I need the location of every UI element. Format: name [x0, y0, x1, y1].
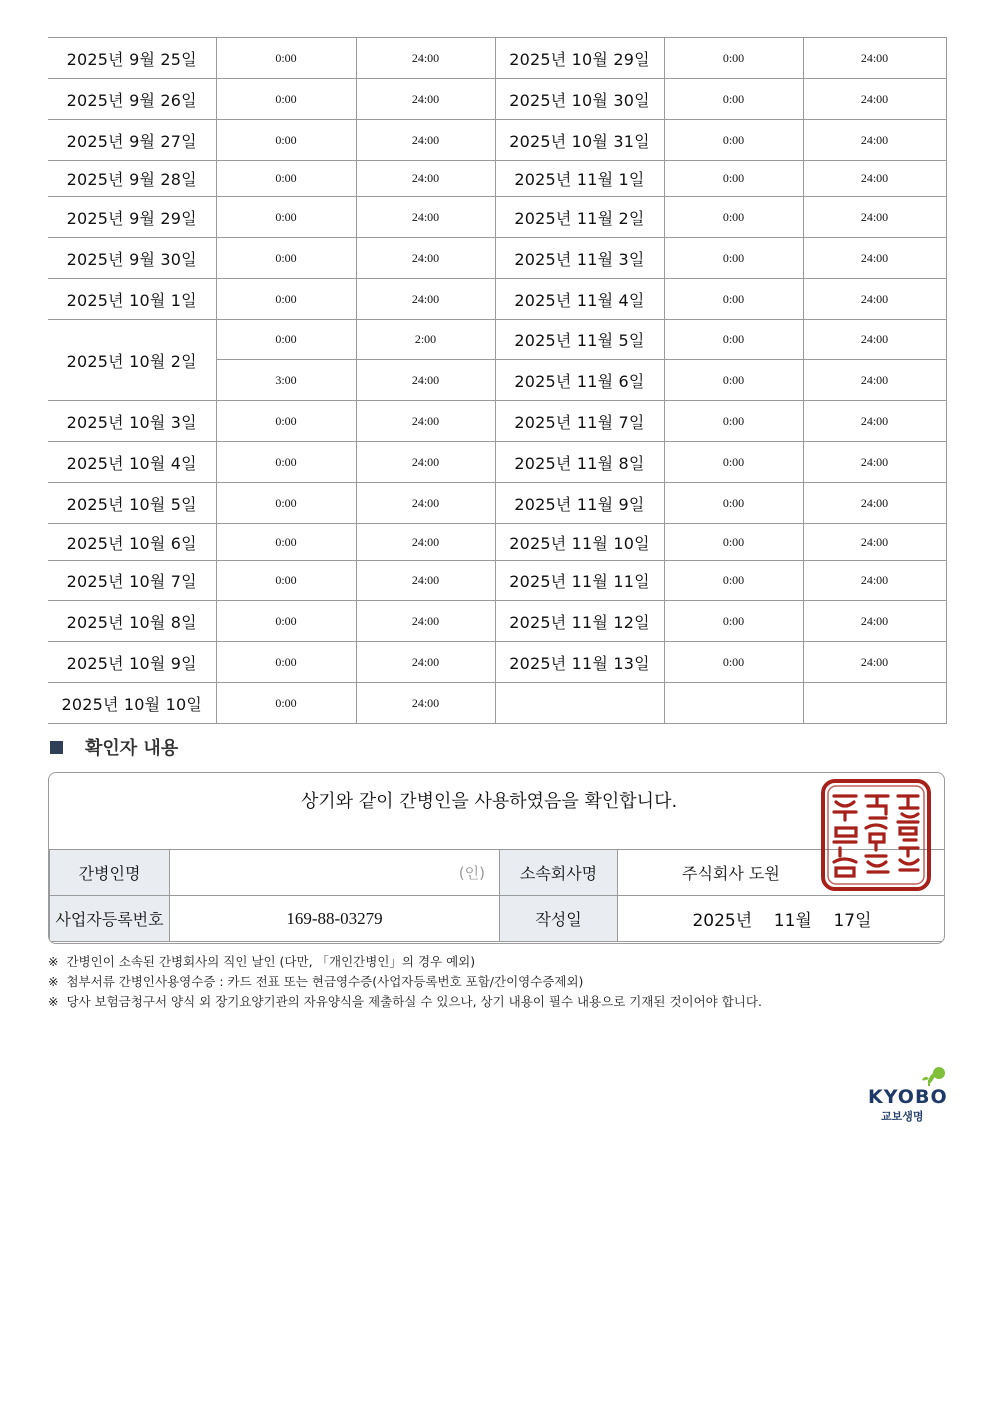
left-date-cell: 2025년 10월 1일 [48, 279, 216, 320]
right-date-cell: 2025년 10월 30일 [495, 79, 664, 120]
left-end-time: 24:00 [356, 483, 495, 524]
note-item [48, 992, 948, 1012]
schedule-row [48, 238, 946, 279]
right-end-time: 24:00 [803, 601, 946, 642]
left-date-cell: 2025년 9월 25일 [48, 38, 216, 79]
right-start-time: 0:00 [664, 642, 803, 683]
left-end-time: 24:00 [356, 524, 495, 561]
left-date-cell: 2025년 10월 5일 [48, 483, 216, 524]
business-reg-label: 사업자등록번호 [50, 896, 170, 942]
right-date-cell: 2025년 10월 29일 [495, 38, 664, 79]
left-start-time: 0:00 [216, 320, 356, 360]
schedule-row [48, 561, 946, 601]
right-date-cell: 2025년 11월 13일 [495, 642, 664, 683]
right-end-time: 24:00 [803, 642, 946, 683]
right-end-time: 24:00 [803, 279, 946, 320]
note-item [48, 952, 948, 972]
schedule-row [48, 601, 946, 642]
left-start-time: 0:00 [216, 238, 356, 279]
left-date-cell: 2025년 10월 2일 [48, 320, 216, 401]
right-end-time: 24:00 [803, 401, 946, 442]
right-date-cell: 2025년 11월 5일 [495, 320, 664, 360]
left-end-time: 24:00 [356, 279, 495, 320]
schedule-row [48, 642, 946, 683]
right-end-time [803, 683, 946, 724]
right-start-time: 0:00 [664, 197, 803, 238]
left-date-cell: 2025년 9월 26일 [48, 79, 216, 120]
schedule-row [48, 320, 946, 360]
right-date-cell: 2025년 11월 6일 [495, 360, 664, 401]
kyobo-logo [866, 1066, 946, 1126]
right-date-cell: 2025년 10월 31일 [495, 120, 664, 161]
section-bullet-icon [50, 741, 63, 754]
confirmation-info-table [49, 849, 945, 942]
left-date-cell: 2025년 10월 10일 [48, 683, 216, 724]
right-start-time: 0:00 [664, 442, 803, 483]
section-title: 확인자 내용 [85, 738, 179, 759]
schedule-row [48, 120, 946, 161]
left-date-cell: 2025년 9월 30일 [48, 238, 216, 279]
schedule-row [48, 524, 946, 561]
left-end-time: 24:00 [356, 360, 495, 401]
left-end-time: 24:00 [356, 238, 495, 279]
left-end-time: 24:00 [356, 120, 495, 161]
right-start-time: 0:00 [664, 279, 803, 320]
right-end-time: 24:00 [803, 360, 946, 401]
left-start-time: 0:00 [216, 79, 356, 120]
left-start-time: 0:00 [216, 642, 356, 683]
left-date-cell: 2025년 10월 8일 [48, 601, 216, 642]
right-date-cell: 2025년 11월 12일 [495, 601, 664, 642]
note-mark: ※ [48, 974, 59, 989]
schedule-row [48, 197, 946, 238]
right-date-cell: 2025년 11월 2일 [495, 197, 664, 238]
right-end-time: 24:00 [803, 561, 946, 601]
right-start-time: 0:00 [664, 38, 803, 79]
right-date-cell: 2025년 11월 3일 [495, 238, 664, 279]
right-start-time: 0:00 [664, 561, 803, 601]
right-start-time: 0:00 [664, 120, 803, 161]
right-start-time: 0:00 [664, 161, 803, 197]
right-date-cell: 2025년 11월 10일 [495, 524, 664, 561]
right-date-cell: 2025년 11월 7일 [495, 401, 664, 442]
left-start-time: 0:00 [216, 161, 356, 197]
right-start-time: 0:00 [664, 483, 803, 524]
notes-list [48, 952, 948, 1012]
left-start-time: 3:00 [216, 360, 356, 401]
right-end-time: 24:00 [803, 161, 946, 197]
right-end-time: 24:00 [803, 197, 946, 238]
left-date-cell: 2025년 9월 27일 [48, 120, 216, 161]
left-start-time: 0:00 [216, 120, 356, 161]
left-end-time: 24:00 [356, 401, 495, 442]
right-start-time: 0:00 [664, 601, 803, 642]
left-start-time: 0:00 [216, 38, 356, 79]
note-text: 당사 보험금청구서 양식 외 장기요양기관의 자유양식을 제출하실 수 있으나, 상기 내용이 필수 내용으로 기재된 것이어야 합니다. [66, 994, 762, 1009]
logo-subtitle: 교보생명 [881, 1110, 924, 1123]
schedule-row [48, 683, 946, 724]
right-start-time: 0:00 [664, 401, 803, 442]
company-name-text: 주식회사 도원 [682, 864, 780, 883]
right-date-cell: 2025년 11월 4일 [495, 279, 664, 320]
section-header [50, 735, 178, 759]
caregiver-name-field[interactable] [170, 850, 500, 896]
business-reg-value [170, 896, 500, 942]
left-start-time: 0:00 [216, 442, 356, 483]
right-date-cell: 2025년 11월 9일 [495, 483, 664, 524]
note-text: 간병인이 소속된 간병회사의 직인 날인 (다만, 「개인간병인」의 경우 예외) [66, 954, 476, 969]
written-date-label: 작성일 [500, 896, 618, 942]
left-date-cell: 2025년 10월 4일 [48, 442, 216, 483]
confirmation-statement: 상기와 같이 간병인을 사용하였음을 확인합니다. [300, 791, 678, 812]
left-date-cell: 2025년 10월 7일 [48, 561, 216, 601]
company-name-label: 소속회사명 [500, 850, 618, 896]
confirmation-box [48, 772, 945, 944]
note-mark: ※ [48, 994, 59, 1009]
left-start-time: 0:00 [216, 279, 356, 320]
info-row [50, 896, 946, 942]
left-date-cell: 2025년 10월 3일 [48, 401, 216, 442]
schedule-row [48, 161, 946, 197]
care-schedule-table [48, 37, 947, 724]
left-date-cell: 2025년 9월 28일 [48, 161, 216, 197]
left-end-time: 24:00 [356, 38, 495, 79]
left-end-time: 24:00 [356, 197, 495, 238]
logo-wordmark: KYOBO [868, 1086, 948, 1108]
leaf-icon [918, 1066, 946, 1088]
left-end-time: 24:00 [356, 561, 495, 601]
left-end-time: 24:00 [356, 161, 495, 197]
right-start-time: 0:00 [664, 238, 803, 279]
right-end-time: 24:00 [803, 238, 946, 279]
note-text: 첨부서류 간병인사용영수증 : 카드 전표 또는 현금영수증(사업자등록번호 포함/간이영수증제외) [66, 974, 584, 989]
left-date-cell: 2025년 10월 9일 [48, 642, 216, 683]
schedule-row [48, 79, 946, 120]
right-start-time: 0:00 [664, 320, 803, 360]
left-start-time: 0:00 [216, 524, 356, 561]
right-end-time: 24:00 [803, 79, 946, 120]
caregiver-name-label: 간병인명 [50, 850, 170, 896]
left-start-time: 0:00 [216, 601, 356, 642]
right-date-cell: 2025년 11월 8일 [495, 442, 664, 483]
left-start-time: 0:00 [216, 683, 356, 724]
right-date-cell [495, 683, 664, 724]
left-end-time: 24:00 [356, 683, 495, 724]
note-item [48, 972, 948, 992]
left-end-time: 24:00 [356, 601, 495, 642]
business-reg-number: 169-88-03279 [286, 908, 383, 928]
schedule-row [48, 279, 946, 320]
left-date-cell: 2025년 10월 6일 [48, 524, 216, 561]
right-end-time: 24:00 [803, 524, 946, 561]
schedule-row [48, 401, 946, 442]
note-mark: ※ [48, 954, 59, 969]
right-end-time: 24:00 [803, 483, 946, 524]
right-end-time: 24:00 [803, 120, 946, 161]
right-end-time: 24:00 [803, 442, 946, 483]
left-start-time: 0:00 [216, 561, 356, 601]
right-date-cell: 2025년 11월 1일 [495, 161, 664, 197]
left-end-time: 24:00 [356, 442, 495, 483]
left-start-time: 0:00 [216, 483, 356, 524]
right-start-time [664, 683, 803, 724]
right-start-time: 0:00 [664, 360, 803, 401]
schedule-row [48, 38, 946, 79]
right-start-time: 0:00 [664, 524, 803, 561]
info-row [50, 850, 946, 896]
schedule-row [48, 442, 946, 483]
left-end-time: 24:00 [356, 79, 495, 120]
written-date-value: 2025년 11월 17일 [618, 896, 946, 942]
left-start-time: 0:00 [216, 197, 356, 238]
left-start-time: 0:00 [216, 401, 356, 442]
left-end-time: 2:00 [356, 320, 495, 360]
schedule-row [48, 483, 946, 524]
seal-mark-text: (인) [458, 864, 485, 882]
right-end-time: 24:00 [803, 38, 946, 79]
company-seal-stamp [820, 778, 932, 892]
right-start-time: 0:00 [664, 79, 803, 120]
right-date-cell: 2025년 11월 11일 [495, 561, 664, 601]
left-end-time: 24:00 [356, 642, 495, 683]
right-end-time: 24:00 [803, 320, 946, 360]
left-date-cell: 2025년 9월 29일 [48, 197, 216, 238]
